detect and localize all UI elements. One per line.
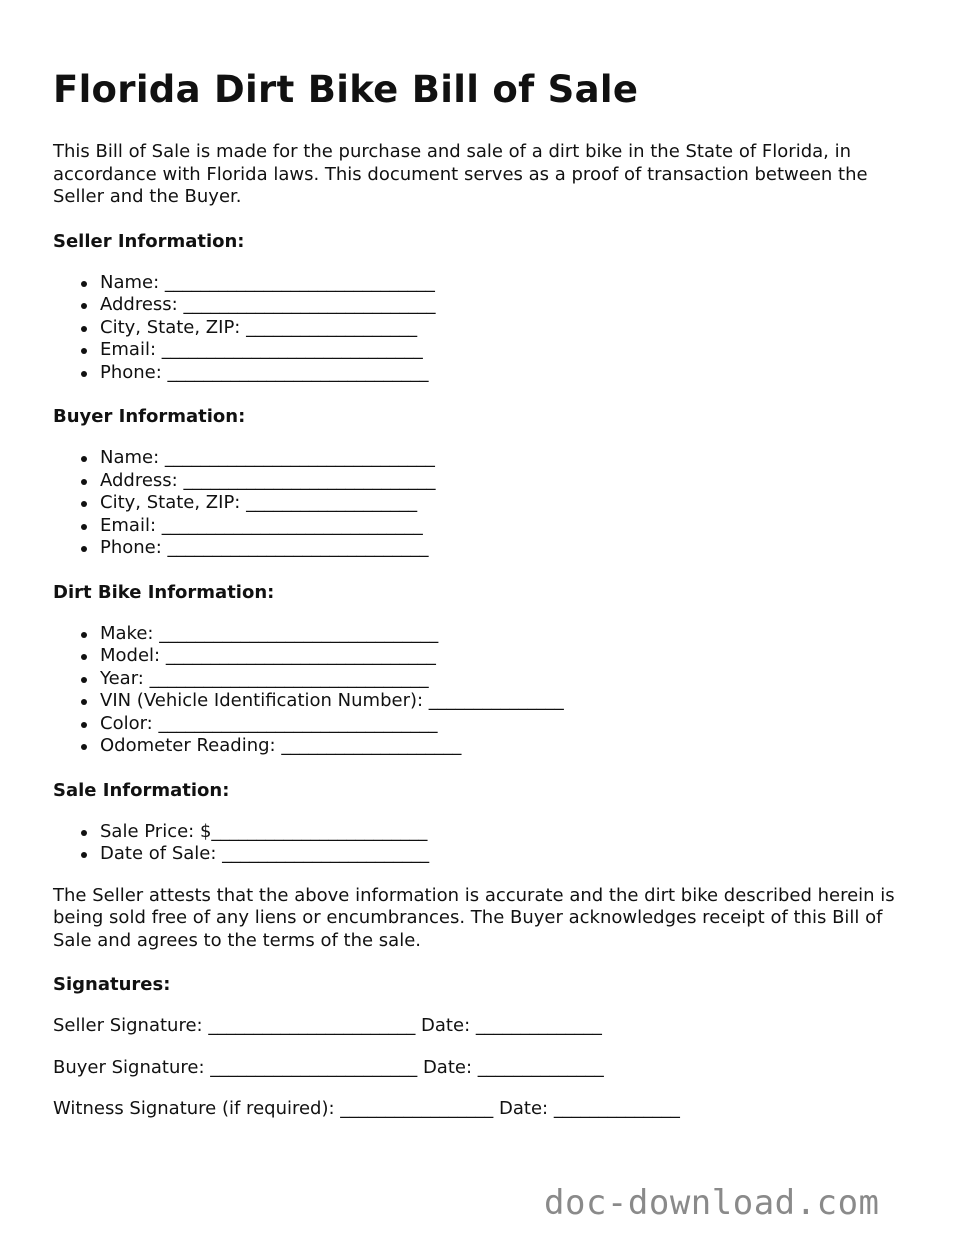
seller-email-field: Email: _____________________________ (100, 339, 923, 362)
sale-price-field: Sale Price: $________________________ (100, 821, 923, 844)
buyer-heading: Buyer Information: (53, 406, 246, 427)
bike-list (53, 623, 923, 758)
seller-list (53, 272, 923, 385)
buyer-phone-field: Phone: _____________________________ (100, 537, 923, 560)
witness-signature-line: Witness Signature (if required): _________________ Date: ______________ (53, 1098, 680, 1119)
buyer-signature-line: Buyer Signature: _______________________ Date: ______________ (53, 1056, 604, 1078)
bike-color-field: Color: _______________________________ (100, 713, 923, 736)
document-page (53, 0, 923, 1121)
buyer-address-field: Address: ____________________________ (100, 470, 923, 493)
sale-heading: Sale Information: (53, 779, 230, 801)
bike-year-field: Year: _______________________________ (100, 668, 923, 691)
sale-list (53, 821, 923, 866)
attestation-paragraph: The Seller attests that the above information is accurate and the dirt bike described herein is being sold free of any liens or encumbrances. The Buyer acknowledges receipt of this Bill of Sale and agrees to the terms of the sale. (53, 884, 895, 951)
buyer-name-field: Name: ______________________________ (100, 447, 923, 470)
seller-phone-field: Phone: _____________________________ (100, 362, 923, 385)
bike-vin-field: VIN (Vehicle Identification Number): _______________ (100, 690, 923, 713)
buyer-city-field: City, State, ZIP: ___________________ (100, 492, 923, 515)
seller-heading: Seller Information: (53, 230, 245, 252)
intro-paragraph: This Bill of Sale is made for the purchase and sale of a dirt bike in the State of Florida, in accordance with Florida laws. This document serves as a proof of transaction between the Seller and the Buyer. (53, 141, 868, 207)
signatures-heading: Signatures: (53, 974, 171, 995)
sale-date-field: Date of Sale: _______________________ (100, 843, 923, 866)
seller-city-field: City, State, ZIP: ___________________ (100, 317, 923, 340)
bike-make-field: Make: _______________________________ (100, 623, 923, 646)
bike-model-field: Model: ______________________________ (100, 645, 923, 668)
seller-name-field: Name: ______________________________ (100, 272, 923, 295)
buyer-list (53, 447, 923, 560)
seller-signature-line: Seller Signature: _______________________ Date: ______________ (53, 1015, 602, 1036)
seller-address-field: Address: ____________________________ (100, 294, 923, 317)
watermark-text: doc-download.com (544, 1183, 880, 1223)
bike-heading: Dirt Bike Information: (53, 581, 275, 603)
buyer-email-field: Email: _____________________________ (100, 515, 923, 538)
document-title: Florida Dirt Bike Bill of Sale (53, 68, 639, 111)
bike-odometer-field: Odometer Reading: ____________________ (100, 735, 923, 758)
